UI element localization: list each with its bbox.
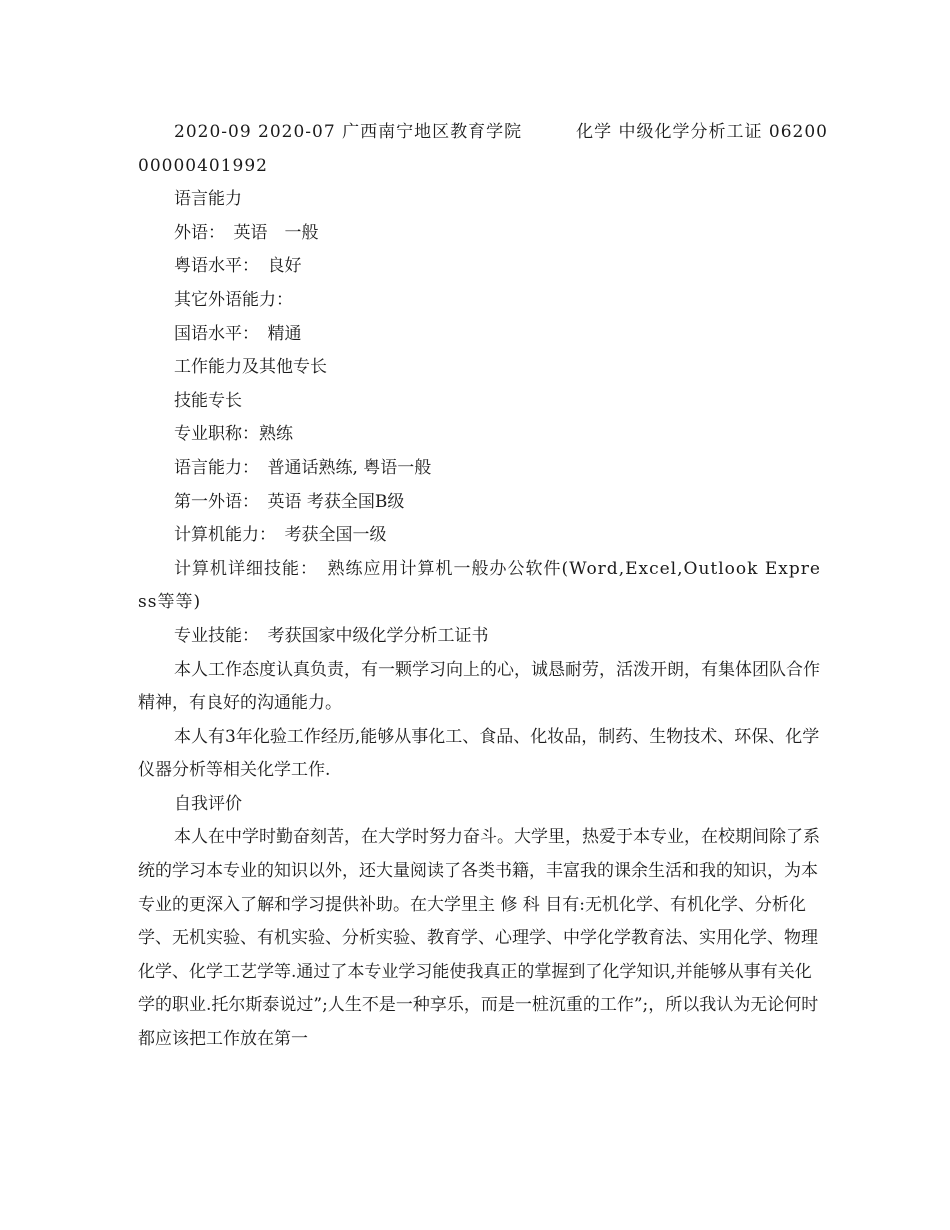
language-ability-line: 语言能力： 普通话熟练, 粤语一般 [174, 457, 432, 478]
other-language-line: 其它外语能力： [174, 289, 293, 310]
computer-skills-line: 计算机详细技能： 熟练应用计算机一般办公软件(Word,Excel,Outlook Express等等) [138, 558, 821, 613]
first-foreign-language-line: 第一外语： 英语 考获全国B级 [174, 491, 405, 512]
mandarin-level-line: 国语水平： 精通 [174, 323, 302, 344]
foreign-language-line: 外语： 英语 一般 [174, 222, 319, 243]
computer-ability-line: 计算机能力： 考获全国一级 [174, 525, 387, 546]
professional-skill-line: 专业技能： 考获国家中级化学分析工证书 [174, 625, 489, 646]
work-experience-paragraph: 本人有3年化验工作经历,能够从事化工、食品、化妆品，制药、生物技术、环保、化学仪器分析等相关化学工作. [138, 726, 820, 781]
section-heading-self-evaluation: 自我评价 [174, 793, 242, 814]
cantonese-level-line: 粤语水平： 良好 [174, 256, 302, 277]
section-heading-skills: 工作能力及其他专长 [174, 357, 327, 378]
education-entry: 2020-09 2020-07 广西南宁地区教育学院 化学 中级化学分析工证 0620000000401992 [138, 122, 828, 176]
self-evaluation-paragraph: 本人在中学时勤奋刻苦，在大学时努力奋斗。大学里，热爱于本专业，在校期间除了系统的学习本专业的知识以外，还大量阅读了各类书籍，丰富我的课余生活和我的知识，为本专业的更深入了解和学习提供补助。在大学里主 修 科 目有:无机化学、有机化学、分析化学、无机实验、有机实验、分析实验、教育学、心理学、中学化学教育法、实用化学、物理化学、化学工艺学等.通过了本专业学习能使我真正的掌握到了化学知识,并能够从事有关化学的职业.托尔斯泰说过”;人生不是一种享乐，而是一桩沉重的工作”;，所以我认为无论何时都应该把工作放在第一 [138, 827, 820, 1050]
section-heading-language: 语言能力 [174, 189, 242, 210]
document-body [138, 116, 828, 1057]
work-attitude-paragraph: 本人工作态度认真负责，有一颗学习向上的心，诚恳耐劳，活泼开朗，有集体团队合作精神，有良好的沟通能力。 [138, 659, 820, 714]
professional-title-line: 专业职称：熟练 [174, 424, 293, 445]
subheading-skill-specialty: 技能专长 [174, 390, 242, 411]
